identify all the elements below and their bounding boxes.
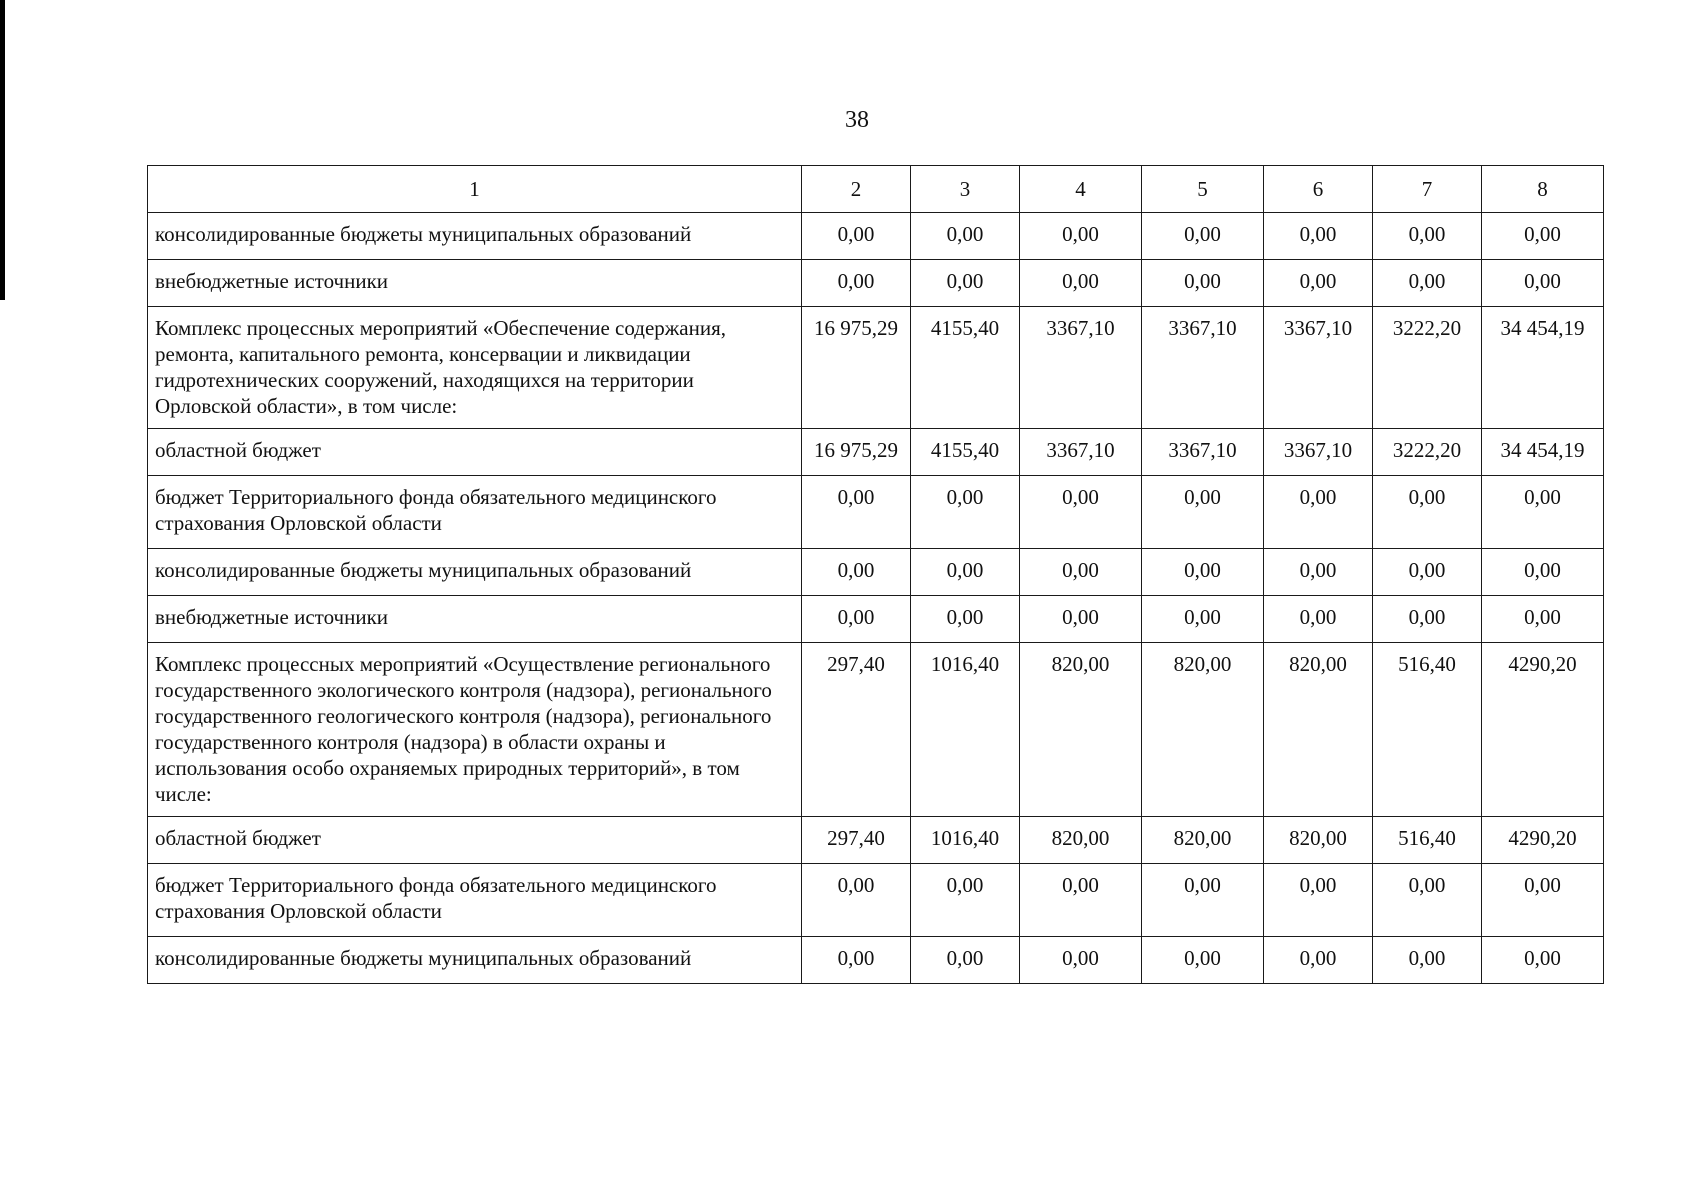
value-cell: 0,00 — [1264, 476, 1373, 549]
value-cell: 0,00 — [802, 260, 911, 307]
value-cell: 0,00 — [1020, 260, 1142, 307]
value-cell: 0,00 — [1482, 213, 1604, 260]
table-row — [148, 213, 1604, 260]
value-cell: 0,00 — [1264, 596, 1373, 643]
value-cell: 0,00 — [1482, 596, 1604, 643]
value-cell: 0,00 — [802, 476, 911, 549]
value-cell: 3222,20 — [1373, 307, 1482, 429]
table-row — [148, 643, 1604, 817]
value-cell: 3367,10 — [1264, 429, 1373, 476]
value-cell: 0,00 — [1264, 937, 1373, 984]
page-number: 38 — [845, 107, 869, 133]
value-cell: 820,00 — [1264, 643, 1373, 817]
row-label: Комплекс процессных мероприятий «Осуществление регионального государственного экологического контроля (надзора), регионального государственного геологического контроля (надзора), регионального государственного контроля (надзора) в области охраны и использования особо охраняемых природных территорий», в том числе: — [148, 643, 802, 817]
row-label: бюджет Территориального фонда обязательного медицинского страхования Орловской области — [148, 476, 802, 549]
value-cell: 0,00 — [1373, 937, 1482, 984]
value-cell: 0,00 — [802, 937, 911, 984]
scan-edge-mark — [0, 0, 5, 300]
value-cell: 0,00 — [1373, 596, 1482, 643]
value-cell: 0,00 — [1264, 549, 1373, 596]
value-cell: 0,00 — [1482, 937, 1604, 984]
value-cell: 516,40 — [1373, 817, 1482, 864]
value-cell: 0,00 — [1020, 213, 1142, 260]
value-cell: 0,00 — [802, 864, 911, 937]
value-cell: 0,00 — [1482, 476, 1604, 549]
value-cell: 0,00 — [1482, 549, 1604, 596]
value-cell: 1016,40 — [911, 643, 1020, 817]
value-cell: 0,00 — [911, 213, 1020, 260]
value-cell: 0,00 — [911, 260, 1020, 307]
value-cell: 4290,20 — [1482, 817, 1604, 864]
table-row — [148, 260, 1604, 307]
value-cell: 3367,10 — [1142, 307, 1264, 429]
value-cell: 3222,20 — [1373, 429, 1482, 476]
row-label: областной бюджет — [148, 429, 802, 476]
value-cell: 0,00 — [1373, 260, 1482, 307]
value-cell: 516,40 — [1373, 643, 1482, 817]
column-header: 3 — [911, 166, 1020, 213]
value-cell: 3367,10 — [1142, 429, 1264, 476]
value-cell: 0,00 — [802, 596, 911, 643]
row-label: консолидированные бюджеты муниципальных образований — [148, 213, 802, 260]
table-row — [148, 476, 1604, 549]
value-cell: 1016,40 — [911, 817, 1020, 864]
value-cell: 4155,40 — [911, 429, 1020, 476]
value-cell: 297,40 — [802, 643, 911, 817]
row-label: консолидированные бюджеты муниципальных образований — [148, 549, 802, 596]
value-cell: 820,00 — [1264, 817, 1373, 864]
value-cell: 0,00 — [911, 864, 1020, 937]
value-cell: 0,00 — [1482, 864, 1604, 937]
row-label: областной бюджет — [148, 817, 802, 864]
column-header: 7 — [1373, 166, 1482, 213]
value-cell: 0,00 — [1020, 476, 1142, 549]
value-cell: 0,00 — [1020, 937, 1142, 984]
row-label: Комплекс процессных мероприятий «Обеспечение содержания, ремонта, капитального ремонта, консервации и ликвидации гидротехнических сооружений, находящихся на территории Орловской области», в том числе: — [148, 307, 802, 429]
table-row — [148, 549, 1604, 596]
value-cell: 0,00 — [1142, 260, 1264, 307]
value-cell: 0,00 — [1142, 213, 1264, 260]
value-cell: 0,00 — [1373, 213, 1482, 260]
budget-table — [147, 165, 1604, 984]
value-cell: 0,00 — [1264, 864, 1373, 937]
value-cell: 820,00 — [1020, 643, 1142, 817]
column-header: 6 — [1264, 166, 1373, 213]
value-cell: 0,00 — [911, 596, 1020, 643]
value-cell: 820,00 — [1142, 643, 1264, 817]
value-cell: 297,40 — [802, 817, 911, 864]
value-cell: 0,00 — [1020, 549, 1142, 596]
value-cell: 0,00 — [911, 937, 1020, 984]
value-cell: 0,00 — [1142, 549, 1264, 596]
table-row — [148, 307, 1604, 429]
value-cell: 0,00 — [1020, 864, 1142, 937]
value-cell: 820,00 — [1020, 817, 1142, 864]
value-cell: 16 975,29 — [802, 429, 911, 476]
value-cell: 0,00 — [1373, 476, 1482, 549]
value-cell: 0,00 — [1142, 596, 1264, 643]
value-cell: 4155,40 — [911, 307, 1020, 429]
value-cell: 3367,10 — [1020, 307, 1142, 429]
column-header: 4 — [1020, 166, 1142, 213]
value-cell: 0,00 — [1373, 549, 1482, 596]
row-label: внебюджетные источники — [148, 596, 802, 643]
value-cell: 4290,20 — [1482, 643, 1604, 817]
value-cell: 0,00 — [1482, 260, 1604, 307]
row-label: бюджет Территориального фонда обязательного медицинского страхования Орловской области — [148, 864, 802, 937]
table-row — [148, 596, 1604, 643]
value-cell: 0,00 — [1264, 260, 1373, 307]
value-cell: 34 454,19 — [1482, 307, 1604, 429]
value-cell: 0,00 — [802, 549, 911, 596]
value-cell: 0,00 — [1264, 213, 1373, 260]
column-header: 2 — [802, 166, 911, 213]
value-cell: 0,00 — [911, 549, 1020, 596]
value-cell: 3367,10 — [1020, 429, 1142, 476]
value-cell: 820,00 — [1142, 817, 1264, 864]
value-cell: 0,00 — [802, 213, 911, 260]
value-cell: 0,00 — [1142, 476, 1264, 549]
table-row — [148, 864, 1604, 937]
value-cell: 0,00 — [911, 476, 1020, 549]
value-cell: 0,00 — [1142, 937, 1264, 984]
value-cell: 0,00 — [1020, 596, 1142, 643]
value-cell: 3367,10 — [1264, 307, 1373, 429]
header-row — [148, 166, 1604, 213]
column-header: 5 — [1142, 166, 1264, 213]
value-cell: 0,00 — [1142, 864, 1264, 937]
table-row — [148, 817, 1604, 864]
table-row — [148, 429, 1604, 476]
row-label: внебюджетные источники — [148, 260, 802, 307]
column-header: 1 — [148, 166, 802, 213]
table-row — [148, 937, 1604, 984]
value-cell: 34 454,19 — [1482, 429, 1604, 476]
column-header: 8 — [1482, 166, 1604, 213]
row-label: консолидированные бюджеты муниципальных образований — [148, 937, 802, 984]
value-cell: 16 975,29 — [802, 307, 911, 429]
value-cell: 0,00 — [1373, 864, 1482, 937]
